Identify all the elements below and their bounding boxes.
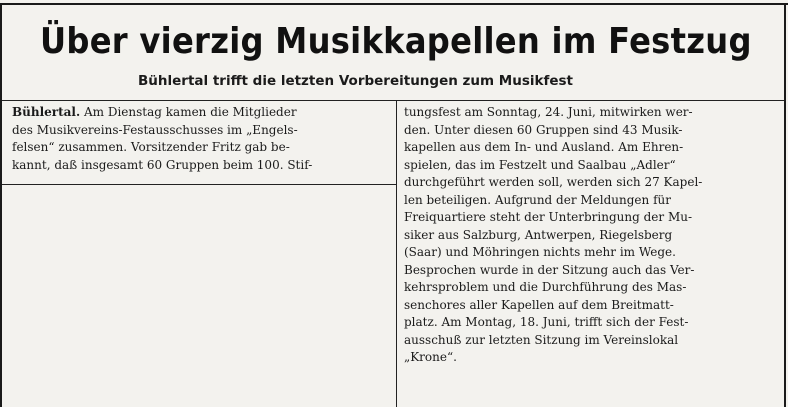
- text-line: [404, 139, 776, 157]
- text-line-content: siker aus Salzburg, Antwerpen, Riegelsberg: [404, 227, 673, 242]
- text-line-content: Besprochen wurde in der Sitzung auch das Ver-: [404, 262, 695, 277]
- text-line-content: durchgeführt werden soll, werden sich 27 Kapel-: [404, 175, 703, 189]
- column-divider: [396, 100, 397, 407]
- text-line-content: kannt, daß insgesamt 60 Gruppen beim 100. Stif-: [12, 157, 313, 172]
- article-column-left: [12, 104, 390, 174]
- clipping-top-border: [0, 3, 788, 5]
- text-line: [404, 174, 776, 192]
- text-line: [404, 104, 776, 122]
- text-line: [404, 297, 776, 315]
- text-line-content: felsen“ zusammen. Vorsitzender Fritz gab be-: [12, 140, 290, 154]
- text-line-content: ausschuß zur letzten Sitzung im Vereinslokal: [404, 332, 679, 347]
- text-line-content: spielen, das im Festzelt und Saalbau „Adler“: [404, 157, 676, 172]
- left-column-end-rule: [2, 184, 396, 185]
- header-divider: [2, 100, 784, 101]
- text-line-content: senchores aller Kapellen auf dem Breitmatt-: [404, 297, 674, 312]
- text-line: [12, 122, 390, 140]
- text-line-content: kehrsproblem und die Durchführung des Mas-: [404, 280, 687, 294]
- text-line: [404, 279, 776, 297]
- text-line: [404, 209, 776, 227]
- text-line-content: „Krone“.: [404, 350, 457, 364]
- article-column-right: [404, 104, 776, 367]
- text-line-content: Freiquartiere steht der Unterbringung der Mu-: [404, 210, 693, 224]
- article-subheadline: Bühlertal trifft die letzten Vorbereitungen zum Musikfest: [138, 73, 573, 89]
- text-line-content: (Saar) und Möhringen nichts mehr im Wege.: [404, 245, 676, 259]
- text-line-content: len beteiligen. Aufgrund der Meldungen für: [404, 192, 671, 207]
- text-line: [404, 122, 776, 140]
- text-line-content: platz. Am Montag, 18. Juni, trifft sich der Fest-: [404, 315, 689, 329]
- text-line: [404, 157, 776, 175]
- text-line-content: kapellen aus dem In- und Ausland. Am Ehren-: [404, 140, 684, 154]
- text-line-content: des Musikvereins-Festausschusses im „Engels-: [12, 122, 298, 137]
- text-line: [404, 349, 776, 367]
- text-line-content: Am Dienstag kamen die Mitglieder: [80, 105, 297, 119]
- text-line-content: tungsfest am Sonntag, 24. Juni, mitwirken wer-: [404, 105, 693, 119]
- text-line: [404, 314, 776, 332]
- article-headline: Über vierzig Musikkapellen im Festzug: [40, 21, 752, 62]
- text-line: [404, 332, 776, 350]
- text-line: [404, 192, 776, 210]
- text-line: [404, 227, 776, 245]
- clipping-right-border: [784, 3, 786, 407]
- text-line: [12, 104, 390, 122]
- clipping-left-border: [0, 3, 2, 407]
- text-line: [12, 139, 390, 157]
- text-line-content: den. Unter diesen 60 Gruppen sind 43 Musik-: [404, 122, 683, 137]
- text-line: [12, 157, 390, 175]
- article-dateline: Bühlertal.: [12, 105, 81, 119]
- text-line: [404, 244, 776, 262]
- text-line: [404, 262, 776, 280]
